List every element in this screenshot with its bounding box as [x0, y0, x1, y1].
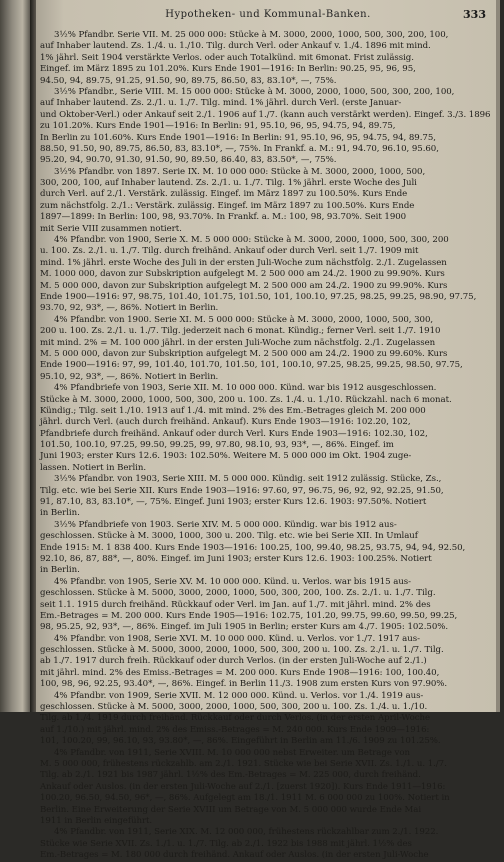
text-line: 88.50, 91.50, 90, 89.75, 86.50, 83, 83.10*, —, 75%. In Frankf. a. M.: 91, 94.70, 96.10, 95.60,	[40, 143, 439, 154]
text-line: mit mind. 2% = M. 100 000 jährl. in der ersten Juli-Woche zum nächstfolg. 2./1. Zugelassen	[40, 337, 436, 348]
text-line: 3½% Pfandbr. von 1897. Serie IX. M. 10 000 000: Stücke à M. 3000, 2000, 1000, 500,	[54, 166, 426, 177]
text-line: mit Serie VIII zusammen notiert.	[40, 223, 182, 234]
text-line: 1897—1899: In Berlin: 100, 98, 93.70%. In Frankf. a. M.: 100, 98, 93.70%. Seit 1900	[40, 212, 407, 223]
text-line: mit jährl. mind. 2% des Emiss.-Betrages = M. 200 000. Kurs Ende 1908—1916: 100, 100.40,	[40, 667, 440, 678]
text-line: 3½% Pfandbr., Serie VIII. M. 15 000 000: Stücke à M. 3000, 2000, 1000, 500, 300, 200, 100,	[54, 86, 455, 97]
text-line: geschlossen. Stücke à M. 5000, 3000, 2000, 1000, 500, 300, 200, 100. Zs. 2./1. u. 1./7. Tilg.	[40, 588, 436, 599]
text-line: auf Inhaber lautend. Zs. 2./1. u. 1./7. Tilg. mind. 1% jährl. durch Verl. (erste Januar-	[40, 98, 402, 109]
text-line: auf Inhaber lautend. Zs. 1./4. u. 1./10. Tilg. durch Verl. oder Ankauf v. 1./4. 1896 mit mind.	[40, 41, 431, 52]
text-line: In Berlin zu 101.60%. Kurs Ende 1901—1916: In Berlin: 91, 95.10, 96, 95, 94.75, 94, 89.75,	[40, 132, 436, 143]
text-line: mind. 1% jährl. erste Woche des Juli in der ersten Juli-Woche zum nächstfolg. 2./1. Zugelassen	[40, 257, 447, 268]
text-line: auf 1./10.) mit jährl. mind. 2% des Emiss.-Betrages = M. 240 000. Kurs Ende 1909—1916:	[40, 724, 430, 735]
text-line: ab 1./7. 1917 durch freih. Rückkauf oder durch Verlos. (in der ersten Juli-Woche auf 2./1.)	[40, 656, 427, 667]
text-line: 98, 95.25, 92, 93*, —, 86%. Eingef. im Juli 1905 in Berlin; erster Kurs am 4./7. 1905: 102.50%.	[40, 622, 449, 633]
text-line: 4% Pfandbr. von 1900, Serie X. M. 5 000 000: Stücke à M. 3000, 2000, 1000, 500, 300, 200	[54, 235, 449, 246]
text-line: 1911 in Berlin eingeführt.	[40, 815, 153, 826]
body-text	[40, 30, 492, 861]
text-line: Juni 1903; erster Kurs 12.6. 1903: 102.50%. Weitere M. 5 000 000 im Okt. 1904 zuge-	[40, 451, 412, 462]
facing-page-text-fragments	[4, 40, 26, 680]
text-line: geschlossen. Stücke à M. 5000, 3000, 2000, 1000, 500, 300, 200 u. 100. Zs. 2./1. u. 1./7. Tilg.	[40, 645, 444, 656]
text-line: und Oktober-Verl.) oder Ankauf seit 2./1. 1906 auf 1./7. (kann auch verstärkt werden). Eingef. 3./3. 1896	[40, 109, 491, 120]
text-line: 200 u. 100. Zs. 2./1. u. 1./7. Tilg. jederzeit nach 6 monat. Kündig.; ferner Verl. seit 1./7. 1910	[40, 326, 441, 337]
page-header	[36, 0, 500, 26]
text-line: Stücke à M. 3000, 2000, 1000, 500, 300, 200 u. 100. Zs. 1./4. u. 1./10. Rückzahl. nach 6 monat.	[40, 394, 452, 405]
text-line: 3½% Pfandbriefe von 1903. Serie XIV. M. 5 000 000. Kündig. war bis 1912 aus-	[54, 519, 397, 530]
text-line: 95.10, 92, 93*, —, 86%. Notiert in Berlin.	[40, 371, 219, 382]
text-line: geschlossen. Stücke à M. 3000, 1000, 300 u. 200. Tilg. etc. wie bei Serie XII. In Umlauf	[40, 531, 418, 542]
text-line: zum nächstfolg. 2./1.: Verstärk. zulässig. Eingef. im März 1897 zu 100.50%. Kurs Ende	[40, 200, 415, 211]
running-head: Hypotheken- und Kommunal-Banken.	[165, 9, 371, 20]
text-line: Em.-Betrages = M. 180 000 durch freihänd. Ankauf oder Auslos. (in der ersten Juli-Woche	[40, 850, 429, 861]
text-line: zu 101.20%. Kurs Ende 1901—1916: In Berlin: 91, 95.10, 96, 95, 94.75, 94, 89.75,	[40, 121, 396, 132]
text-line: M. 5 000 000, davon zur Subskription aufgelegt M. 2 500 000 am 24./2. 1900 zu 99.90%. Kurs	[40, 280, 448, 291]
text-line: 95.20, 94, 90.70, 91.30, 91.50, 90, 89.50, 86.40, 83, 83.50*, —, 75%.	[40, 155, 337, 166]
text-line: 94.50, 94, 89.75, 91.25, 91.50, 90, 89.75, 86.50, 83, 83.10*, —, 75%.	[40, 75, 337, 86]
text-line: 300, 200, 100, auf Inhaber lautend. Zs. 2./1. u. 1./7. Tilg. 1% jährl. erste Woche des Juli	[40, 178, 417, 189]
text-line: durch Verl. auf 2./1. Verstärk. zulässig. Eingef. im März 1897 zu 100.50%. Kurs Ende	[40, 189, 408, 200]
page-right-edge	[496, 0, 500, 712]
text-line: 101, 100.20, 99, 96.10, 93, 93.80*, —, 86%. Eingeführt in Berlin am 11./6. 1909 zu 101.25%.	[40, 736, 441, 747]
text-line: 4% Pfandbr. von 1909, Serie XVII. M. 12 000 000. Künd. u. Verlos. vor 1./4. 1919 aus-	[54, 690, 424, 701]
text-line: Em.-Betrages = M. 200 000. Kurs Ende 1905—1916: 102.75, 101.20, 99.75, 99.60, 99.50, 99.25,	[40, 610, 458, 621]
text-line: 101.50, 100.10, 97.25, 99.50, 99.25, 99, 97.80, 98.10, 93, 93*, —, 86%. Eingef. im	[40, 440, 394, 451]
text-line: 3½% Pfandbr. Serie VII. M. 25 000 000: Stücke à M. 3000, 2000, 1000, 500, 300, 200, 100,	[54, 30, 449, 40]
text-line: 4% Pfandbr. von 1900. Serie XI. M. 5 000 000: Stücke à M. 3000, 2000, 1000, 500, 300,	[54, 314, 434, 325]
text-line: 100.20, 96.50, 94.50, 96*, —, 86%. Aufgelegt am 18./1. 1911 M. 6 000 000 zu 100%. Notiert in	[40, 793, 450, 804]
text-line: 4% Pfandbr. von 1911, Serie XIX. M. 12 000 000, frühestens rückzahlbar zum 2./1. 1922.	[54, 827, 439, 838]
text-line: Eingef. im März 1895 zu 101.20%. Kurs Ende 1901—1916: In Berlin: 90.25, 95, 96, 95,	[40, 64, 416, 75]
text-line: 4% Pfandbr. von 1911, Serie XVIII. M. 10 000 000 nebst Erweiter. um Betrage von	[54, 747, 410, 758]
text-line: jährl. durch Verl. (auch durch freihänd. Ankauf). Kurs Ende 1903—1916: 102.20, 102,	[40, 417, 411, 428]
text-line: geschlossen. Stücke à M. 5000, 3000, 2000, 1000, 500, 300, 200 u. 100. Zs. 1./4. u. 1./10.	[40, 702, 428, 713]
text-line: 3½% Pfandbr. von 1903, Serie XIII. M. 5 000 000. Kündig. seit 1912 zulässig. Stücke, Zs.,	[54, 474, 442, 485]
text-line: in Berlin.	[40, 508, 80, 519]
text-line: in Berlin.	[40, 565, 80, 576]
page-number: 333	[463, 8, 486, 21]
document-page	[36, 0, 500, 861]
text-line: Tilg. ab 2./1. 1921 bis 1987 jährl. 1½% des Em.-Betrages = M. 225 000, durch freihänd.	[40, 770, 421, 781]
text-line: 4% Pfandbriefe von 1903, Serie XII. M. 10 000 000. Künd. war bis 1912 ausgeschlossen.	[54, 383, 437, 394]
text-line: M. 5 000 000, davon zur Subskription aufgelegt M. 2 500 000 am 24./2. 1900 zu 99.60%. Kurs	[40, 348, 448, 359]
text-line: 92.10, 86, 87, 88*, —, 80%. Eingef. im Juni 1903; erster Kurs 12.6. 1903: 100.25%. Notiert	[40, 553, 432, 564]
text-line: Berlin. Eine Erweiterung der Serie XVIII um Betrage von M. 5 000 000 wurde Ende Mai	[40, 804, 422, 815]
text-line: 4% Pfandbr. von 1905, Serie XV. M. 10 000 000. Künd. u. Verlos. war bis 1915 aus-	[54, 576, 412, 587]
text-line: Tilg. ab 1./4. 1919 durch freihänd. Rückkauf oder durch Verlos. (in der ersten April-Woche	[40, 713, 431, 724]
facing-page-edge	[0, 0, 30, 712]
text-line: 1% jährl. Seit 1904 verstärkte Verlos. oder auch Totalkünd. mit 6monat. Frist zulässig.	[40, 52, 414, 63]
text-line: 93.70, 92, 93*, —, 86%. Notiert in Berlin.	[40, 303, 219, 314]
text-line: u. 100. Zs. 2./1. u. 1./7. Tilg. durch freihänd. Ankauf oder durch Verl. seit 1./7. 1909 mit	[40, 246, 419, 257]
text-line: 91, 87.10, 83, 83.10*, —, 75%. Eingef. Juni 1903; erster Kurs 12.6. 1903: 97.50%. Notiert	[40, 497, 427, 508]
text-line: Pfandbriefe durch freihänd. Ankauf oder durch Verl. Kurs Ende 1903—1916: 102.30, 102,	[40, 428, 428, 439]
text-line: M. 5 000 000, frühestens rückzahlb. am 2./1. 1921. Stücke wie bei Serie XVII. Zs. 1./1. u. 1./7.	[40, 759, 447, 769]
text-line: seit 1.1. 1915 durch freihänd. Rückkauf oder Verl. im Jan. auf 1./7. mit jährl. mind. 2% des	[40, 599, 431, 610]
text-line: lassen. Notiert in Berlin.	[40, 462, 147, 473]
text-line: 4% Pfandbr. von 1908, Serie XVI. M. 10 000 000. Künd. u. Verlos. vor 1./7. 1917 aus-	[54, 633, 420, 644]
text-line: Kündig.; Tilg. seit 1./10. 1913 auf 1./4. mit mind. 2% des Em.-Betrages gleich M. 200 000	[40, 405, 426, 416]
text-line: Ende 1900—1916: 97, 98.75, 101.40, 101.75, 101.50, 101, 100.10, 97.25, 98.25, 99.25, 98.90, 97.75,	[40, 291, 477, 302]
text-line: M. 1000 000, davon zur Subskription aufgelegt M. 2 500 000 am 24./2. 1900 zu 99.90%. Kurs	[40, 269, 445, 280]
text-line: Ende 1915: M. 1 838 400. Kurs Ende 1903—1916: 100.25, 100, 99.40, 98.25, 93.75, 94, 94, 92.50,	[40, 542, 466, 553]
text-line: 100, 98, 96, 92.25, 93.40*, —, 86%. Eingef. in Berlin 11./3. 1908 zum ersten Kurs von 97.90%.	[40, 679, 448, 690]
text-line: Stücke wie Serie XVII. Zs. 1./1. u. 1./7. Tilg. ab 2./1. 1922 bis 1988 mit jährl. 1½% des	[40, 838, 412, 849]
text-line: Ende 1900—1916: 97, 99, 101.40, 101.70, 101.50, 101, 100.10, 97.25, 98.25, 99.25, 98.50, 97.75,	[40, 360, 463, 371]
text-line: Tilg. etc. wie bei Serie XII. Kurs Ende 1903—1916: 97.60, 97, 96.75, 96, 92, 92, 92.25, 91.50,	[40, 485, 444, 496]
text-line: Ankauf oder Auslos. (in der ersten Juli-Woche auf 2./1. [zuerst 1920]). Kurs Ende 1911—1916:	[40, 781, 446, 792]
